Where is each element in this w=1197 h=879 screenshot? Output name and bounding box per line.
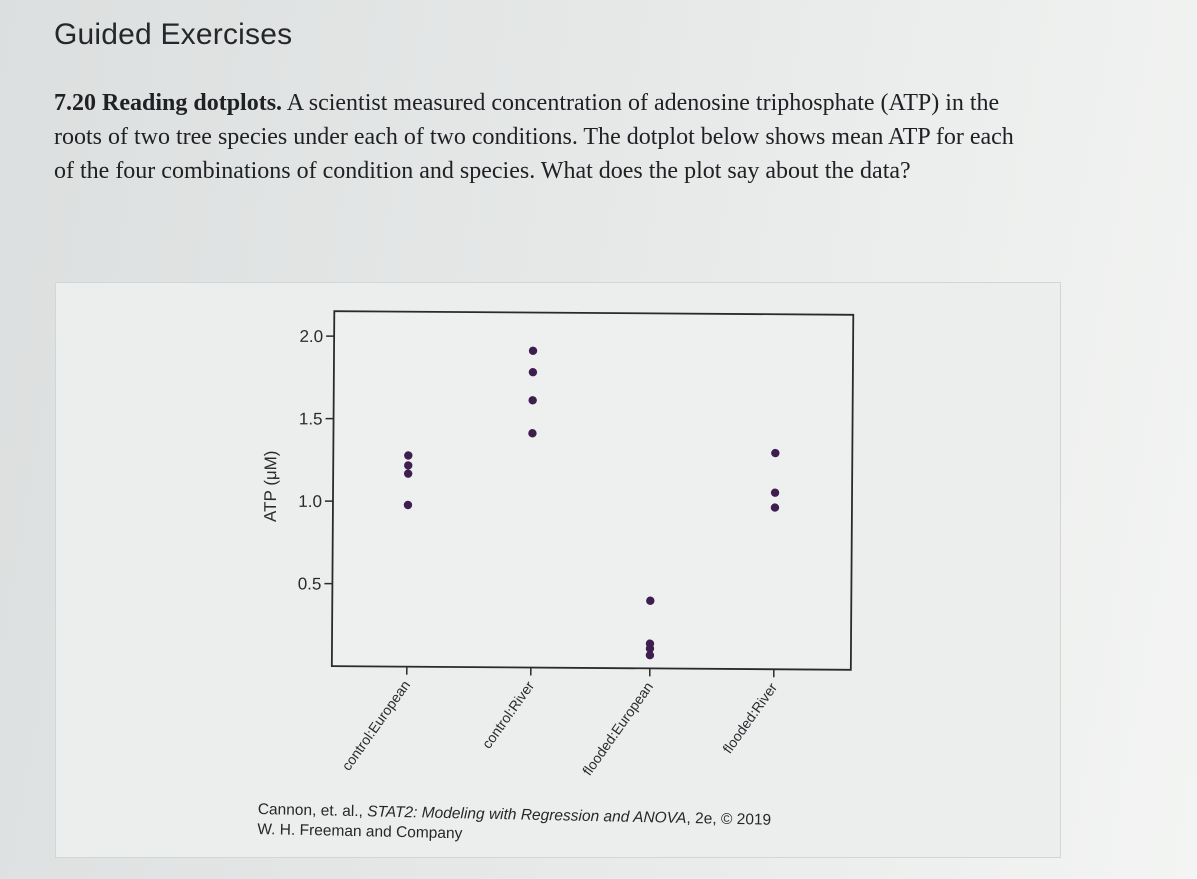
y-tick-label: 1.5 (298, 409, 323, 429)
exercise-number: 7.20 (54, 90, 96, 116)
x-tick-label: control:European (338, 677, 414, 774)
x-tick-label: flooded:River (719, 679, 781, 757)
y-tick-label: 0.5 (297, 574, 322, 594)
exercise-heading: Reading dotplots. (102, 90, 283, 116)
data-point (646, 639, 654, 647)
data-point (646, 597, 654, 605)
x-tick-label: control:River (478, 678, 538, 752)
data-point (404, 469, 412, 477)
credit-edition: , 2e, © 2019 (686, 809, 772, 829)
data-point (771, 449, 779, 457)
data-point (404, 461, 412, 469)
data-point (771, 488, 779, 496)
data-point (528, 396, 536, 404)
credit-authors: Cannon, et. al., (257, 800, 368, 821)
y-tick-label: 1.0 (298, 491, 323, 512)
exercise-text: A scientist measured concentration of adenosine triphosphate (ATP) in the roots of two tree species under each of two conditions. The dotplot below shows mean ATP for each of the four combinations of condition and species. What does the plot say about the data? (54, 90, 1014, 184)
section-title: Guided Exercises (54, 18, 293, 51)
credit-publisher: W. H. Freeman and Company (257, 820, 463, 843)
y-axis-label: ATP (μM) (260, 450, 281, 523)
data-point (529, 347, 537, 355)
data-point (529, 368, 537, 376)
y-tick-label: 2.0 (299, 326, 324, 347)
data-point (528, 429, 536, 437)
x-tick-label: flooded:European (579, 678, 657, 779)
data-point (771, 503, 779, 511)
credit-book-title: STAT2: Modeling with Regression and ANOVA (367, 803, 687, 827)
data-point (404, 451, 412, 459)
data-point (404, 501, 412, 509)
